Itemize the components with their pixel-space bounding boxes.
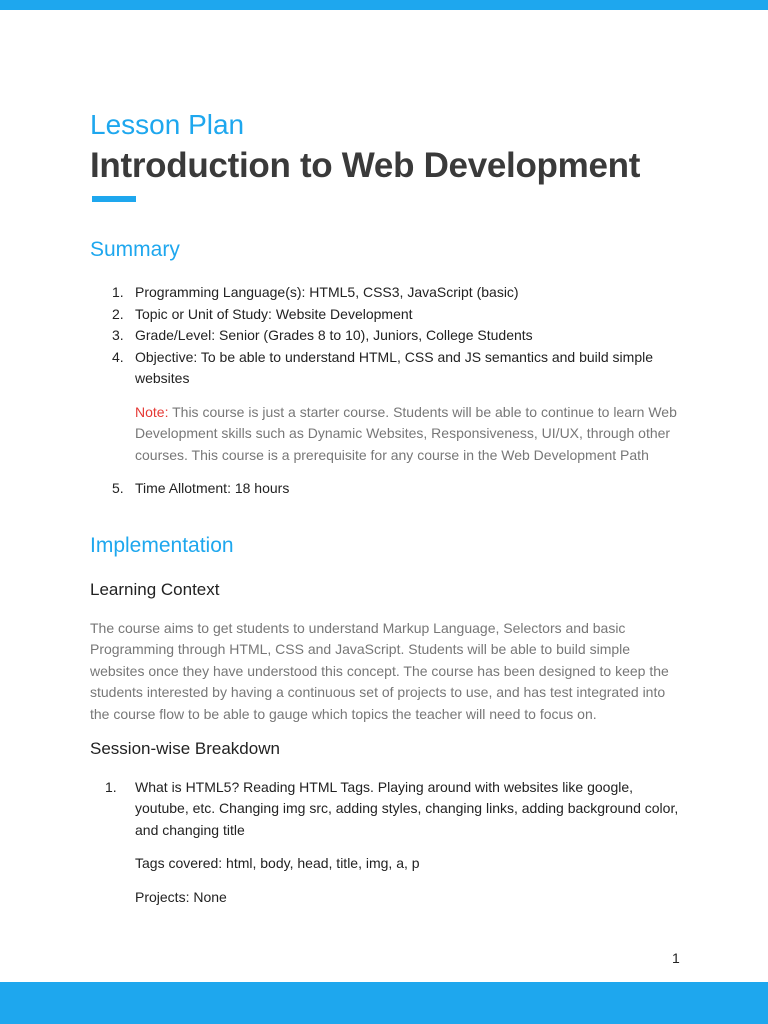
session-projects: Projects: None: [135, 888, 227, 905]
implementation-heading: Implementation: [90, 534, 234, 557]
session-breakdown-heading: Session-wise Breakdown: [90, 739, 280, 758]
top-accent-bar: [0, 0, 768, 10]
note-label: Note:: [135, 403, 169, 420]
page-title: Introduction to Web Development: [90, 146, 641, 185]
summary-list-item: [90, 304, 680, 326]
summary-list-item: [90, 325, 680, 347]
session-tags: Tags covered: html, body, head, title, img, a, p: [135, 855, 420, 871]
session-item: [90, 777, 680, 842]
list-text: Time Allotment: 18 hours: [135, 480, 290, 496]
summary-list-item: [90, 282, 680, 304]
session-text: What is HTML5? Reading HTML Tags. Playing around with websites like google, youtube, etc. Changing img src, adding styles, changing links, adding background color, and changing title: [135, 778, 679, 838]
list-number: 3.: [112, 327, 124, 343]
note-text: This course is just a starter course. Students will be able to continue to learn Web Development skills such as Dynamic Websites, Responsiveness, UI/UX, through other courses. This course is a prerequisite for any course in the Web Development Path: [135, 403, 677, 463]
summary-list-item: [90, 478, 680, 500]
list-text: Topic or Unit of Study: Website Development: [135, 305, 413, 322]
list-number: 1.: [105, 778, 117, 795]
bottom-accent-bar: [0, 982, 768, 1024]
doc-kicker: Lesson Plan: [90, 109, 245, 140]
learning-context-heading: Learning Context: [90, 580, 220, 599]
list-text: Objective: To be able to understand HTML, CSS and JS semantics and build simple websites: [135, 348, 654, 386]
list-number: 4.: [112, 348, 124, 365]
list-number: 2.: [112, 305, 124, 322]
list-number: 5.: [112, 480, 124, 496]
page-number: 1: [672, 950, 680, 966]
title-underline: [92, 196, 136, 202]
learning-context-text: The course aims to get students to understand Markup Language, Selectors and basic Programming through HTML, CSS and JavaScript. Students will be able to build simple websites once they have understood this concept. The course has been designed to keep the students interested by having a continuous set of projects to use, and has test integrated into the course flow to be able to gauge which topics the teacher will need to focus on.: [90, 619, 669, 722]
list-text: Grade/Level: Senior (Grades 8 to 10), Juniors, College Students: [135, 327, 533, 343]
list-number: 1.: [112, 284, 124, 300]
summary-list-item: [90, 347, 680, 390]
summary-heading: Summary: [90, 238, 180, 261]
list-text: Programming Language(s): HTML5, CSS3, JavaScript (basic): [135, 284, 519, 300]
course-note: [135, 402, 680, 467]
